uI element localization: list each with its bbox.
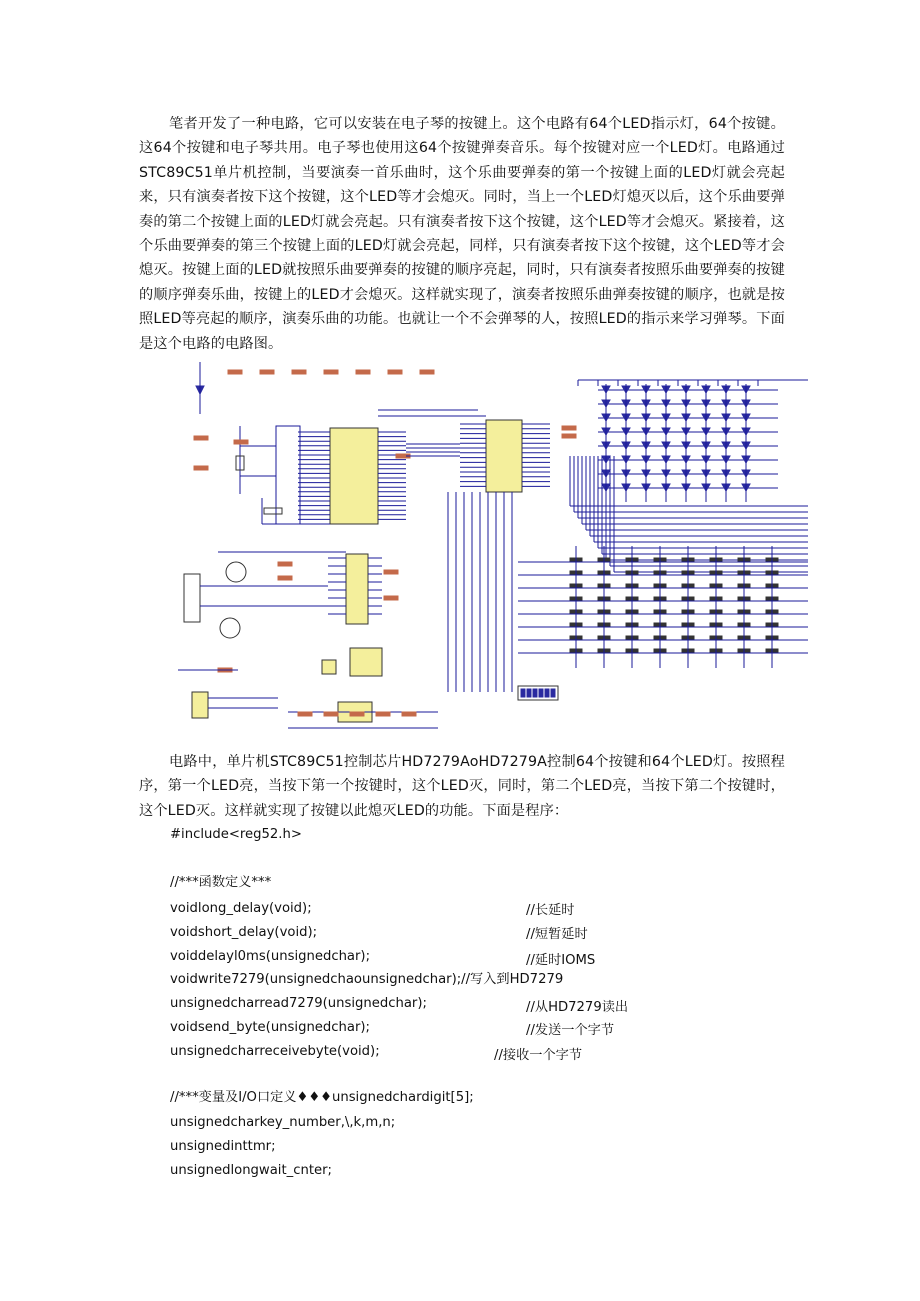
db9-connector: [184, 574, 200, 622]
code-comment: //从HD7279读出: [526, 1000, 629, 1015]
code-line: unsignedcharkey_number,\,k,m,n;: [170, 1115, 396, 1130]
dip-lever: [533, 689, 537, 697]
dip-lever: [551, 689, 555, 697]
resistor: [356, 370, 370, 374]
power-connector: [192, 692, 208, 718]
resistor: [194, 466, 208, 470]
dip-lever: [545, 689, 549, 697]
code-line: unsignedcharread7279(unsignedchar);: [170, 996, 427, 1011]
code-vars-header: //***变量及I/O口定义♦♦♦unsignedchardigit[5];: [170, 1090, 474, 1105]
transistor: [220, 618, 240, 638]
resistor: [324, 370, 338, 374]
resistor: [562, 434, 576, 438]
resistor: [234, 440, 248, 444]
chip-max232: [346, 554, 368, 624]
code-line: voiddelayl0ms(unsignedchar);: [170, 949, 371, 964]
code-line: unsignedcharreceivebyte(void);: [170, 1044, 380, 1059]
resistor: [384, 570, 398, 574]
code-comment: //发送一个字节: [526, 1023, 615, 1038]
transistor: [226, 562, 246, 582]
resistor: [292, 370, 306, 374]
resistor: [278, 576, 292, 580]
chip-hd7279a: [486, 420, 522, 492]
code-comment: //延时IOMS: [526, 953, 596, 968]
ic: [322, 660, 336, 674]
voltage-regulator: [350, 648, 382, 676]
dip-lever: [527, 689, 531, 697]
capacitor: [324, 712, 338, 716]
code-line: voidshort_delay(void);: [170, 925, 318, 940]
dip-lever: [539, 689, 543, 697]
code-comment: //接收一个字节: [494, 1048, 583, 1063]
circuit-diagram: [178, 356, 814, 740]
capacitor: [298, 712, 312, 716]
code-comment: //长延时: [526, 903, 575, 918]
code-line: voidwrite7279(unsignedchaounsignedchar);//写入到HD7279: [170, 972, 564, 987]
resistor: [384, 596, 398, 600]
capacitor: [376, 712, 390, 716]
capacitor: [402, 712, 416, 716]
intro-paragraph: 笔者开发了一种电路，它可以安装在电子琴的按键上。这个电路有64个LED指示灯，64个按键。这64个按键和电子琴共用。电子琴也使用这64个按键弹奏音乐。每个按键对应一个LED灯。电路通过STC89C51单片机控制，当要演奏一首乐曲时，这个乐曲要弹奏的第一个按键上面的LED灯就会亮起来，只有演奏者按下这个按键，这个LED等才会熄灭。同时，当上一个LED灯熄灭以后，这个乐曲要弹奏的第二个按键上面的LED灯就会亮起。只有演奏者按下这个按键，这个LED等才会熄灭。紧接着，这个乐曲要弹奏的第三个按键上面的LED灯就会亮起，同样，只有演奏者按下这个按键，这个LED等才会熄灭。按键上面的LED就按照乐曲要弹奏的按键的顺序亮起，同时，只有演奏者按照乐曲要弹奏的按键的顺序弹奏乐曲，按键上的LED才会熄灭。这样就实现了，演奏者按照乐曲弹奏按键的顺序，也就是按照LED等亮起的顺序，演奏乐曲的功能。也就让一个不会弹琴的人，按照LED的指示来学习弹琴。下面是这个电路的电路图。: [139, 116, 785, 352]
code-comment: //短暂延时: [526, 927, 588, 942]
capacitor: [264, 508, 282, 514]
resistor: [278, 562, 292, 566]
mcu-socket: [276, 426, 300, 524]
resistor: [388, 370, 402, 374]
code-line: unsignedinttmr;: [170, 1139, 276, 1154]
code-functions-header: //***函数定义***: [170, 875, 272, 890]
code-line: voidsend_byte(unsignedchar);: [170, 1020, 370, 1035]
resistor: [260, 370, 274, 374]
circuit-description-paragraph: 电路中，单片机STC89C51控制芯片HD7279AoHD7279A控制64个按键和64个LED灯。按照程序，第一个LED亮，当按下第一个按键时，这个LED灭，同时，第二个LED亮，当按下第二个按键时，这个LED灭。这样就实现了按键以此熄灭LED的功能。下面是程序：: [139, 754, 785, 819]
code-include: #include<reg52.h>: [170, 827, 302, 842]
dip-lever: [521, 689, 525, 697]
resistor: [562, 426, 576, 430]
code-line: unsignedlongwait_cnter;: [170, 1163, 332, 1178]
capacitor: [350, 712, 364, 716]
chip-stc89c51: [330, 428, 378, 524]
resistor: [228, 370, 242, 374]
resistor: [194, 436, 208, 440]
resistor: [420, 370, 434, 374]
code-line: voidlong_delay(void);: [170, 901, 312, 916]
